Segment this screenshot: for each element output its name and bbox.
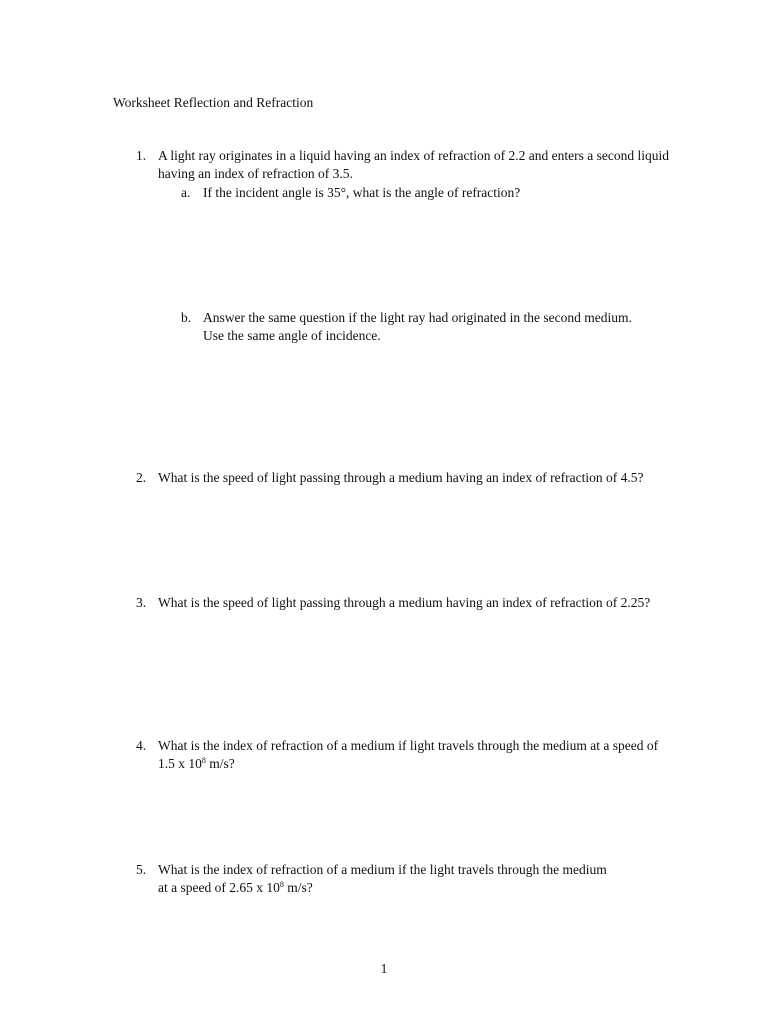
question-number: 1. <box>136 148 147 163</box>
question-text <box>158 737 676 773</box>
question-number: 5. <box>136 862 147 877</box>
question-4 <box>136 737 676 773</box>
question-5 <box>136 861 616 897</box>
question-1a <box>181 184 661 202</box>
question-number: 4. <box>136 738 147 753</box>
question-text-main: What is the index of refraction of a medium if the light travels through the medium at a speed of 2.65 x 10 <box>158 862 607 895</box>
question-text: A light ray originates in a liquid having an index of refraction of 2.2 and enters a second liquid having an index of refraction of 3.5. <box>158 148 669 181</box>
question-3 <box>136 594 676 612</box>
page-number: 1 <box>380 961 388 976</box>
question-text: What is the speed of light passing through a medium having an index of refraction of 2.25? <box>158 595 651 610</box>
question-1 <box>136 147 676 183</box>
question-text: What is the speed of light passing through a medium having an index of refraction of 4.5? <box>158 470 644 485</box>
question-text <box>158 861 616 897</box>
exponent: 8 <box>279 880 284 889</box>
question-1b <box>181 309 636 345</box>
part-text: If the incident angle is 35°, what is the angle of refraction? <box>203 185 521 200</box>
question-2 <box>136 469 676 487</box>
part-letter: b. <box>181 310 192 325</box>
question-text-main: What is the index of refraction of a medium if light travels through the medium at a speed of 1.5 x 10 <box>158 738 659 771</box>
question-number: 3. <box>136 595 147 610</box>
part-letter: a. <box>181 185 191 200</box>
question-text-unit: m/s? <box>283 880 313 895</box>
worksheet-title: Worksheet Reflection and Refraction <box>113 95 314 110</box>
question-text-unit: m/s? <box>205 756 235 771</box>
exponent: 8 <box>201 756 206 765</box>
question-number: 2. <box>136 470 147 485</box>
part-text: Answer the same question if the light ray had originated in the second medium. Use the same angle of incidence. <box>203 310 632 343</box>
